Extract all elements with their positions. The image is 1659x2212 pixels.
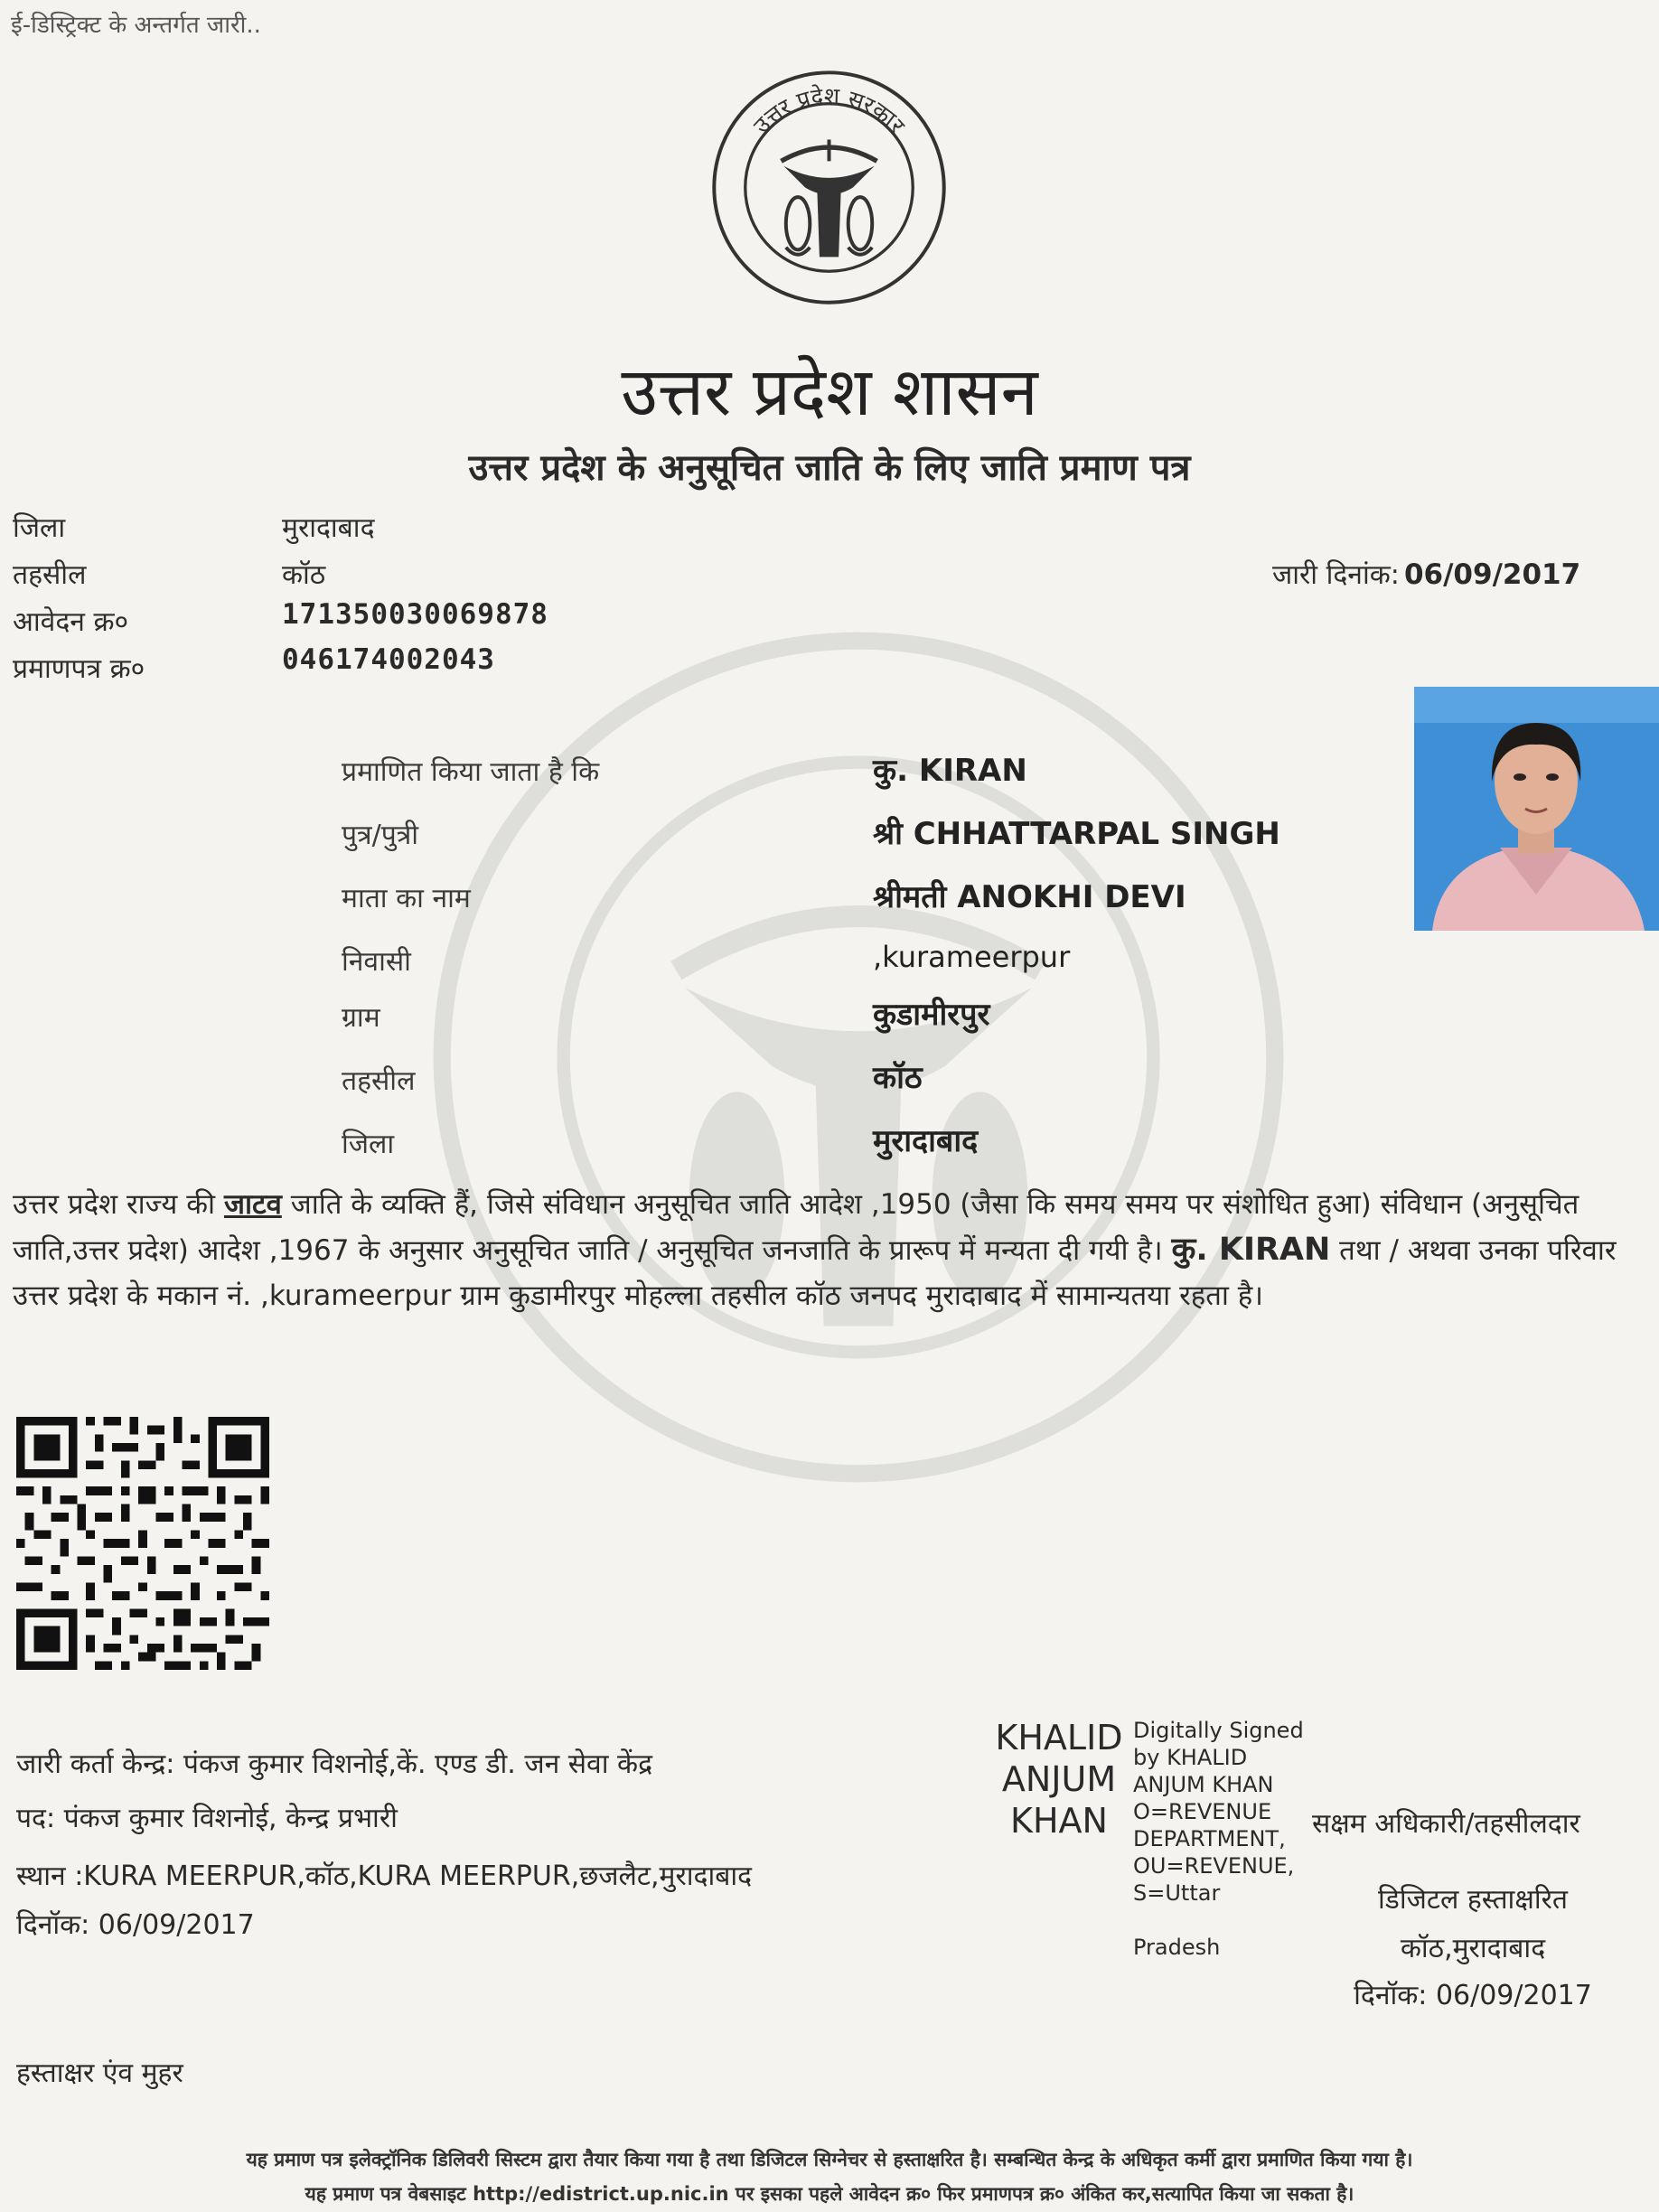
resident-value: ,kurameerpur	[873, 940, 1071, 974]
issue-date-label: जारी दिनांक:	[1272, 559, 1400, 591]
up-govt-emblem-icon	[709, 68, 949, 307]
authority-date: दिनॉक: 06/09/2017	[1354, 1980, 1592, 2011]
issuer-date: दिनॉक: 06/09/2017	[16, 1909, 255, 1941]
footer-line-1: यह प्रमाण पत्र इलेक्ट्रॉनिक डिलिवरी सिस्टम द्वारा तैयार किया गया है तथा डिजिटल सिग्नेचर से हस्ताक्षरित है। सम्बन्धित केन्द्र के अधिकृत कर्मी द्वारा प्रमाणित किया गया है।	[246, 2149, 1413, 2170]
district-value: मुरादाबाद	[282, 512, 375, 544]
issuer-post: पद: पंकज कुमार विशनोई, केन्द्र प्रभारी	[16, 1803, 398, 1834]
father-name: श्री CHHATTARPAL SINGH	[873, 816, 1280, 852]
issuer-place: स्थान :KURA MEERPUR,कॉठ,KURA MEERPUR,छजलैट,मुरादाबाद	[16, 1861, 753, 1892]
qr-code-icon	[16, 1417, 269, 1670]
authority-title: सक्षम अधिकारी/तहसीलदार	[1312, 1808, 1580, 1840]
district-field-value: मुरादाबाद	[873, 1123, 979, 1159]
mother-name: श्रीमती ANOKHI DEVI	[873, 879, 1186, 915]
village-value: कुडामीरपुर	[873, 997, 990, 1033]
cert-field-label: प्रमाणित किया जाता है कि	[342, 756, 600, 788]
tehsil-label: तहसील	[13, 559, 87, 591]
applicant-photo	[1414, 687, 1659, 931]
digital-signature-details: Digitally Signed by KHALID ANJUM KHAN O=REVENUE DEPARTMENT, OU=REVENUE, S=Uttar Pradesh	[1133, 1718, 1304, 1960]
signature-seal-label: हस्ताक्षर एंव मुहर	[16, 2057, 183, 2089]
cert-field-label: निवासी	[342, 946, 411, 978]
cert-field-label: पुत्र/पुत्री	[342, 820, 419, 851]
tehsil-field-value: कॉठ	[873, 1060, 923, 1096]
footer-line-2: यह प्रमाण पत्र वेबसाइट http://edistrict.up.nic.in पर इसका पहले आवेदन क्र० फिर प्रमाणपत्र क्र० अंकित कर,सत्यापित किया जा सकता है।	[305, 2183, 1354, 2205]
applicant-name: कु. KIRAN	[873, 753, 1027, 789]
cert-field-label: ग्राम	[342, 1002, 380, 1034]
application-no-value: 171350030069878	[282, 598, 548, 631]
issuing-centre: जारी कर्ता केन्द्र: पंकज कुमार विशनोई,कें. एण्ड डी. जन सेवा केंद्र	[16, 1748, 653, 1780]
authority-place: कॉठ,मुरादाबाद	[1400, 1933, 1546, 1964]
tehsil-value: कॉठ	[282, 559, 326, 591]
certificate-no-value: 046174002043	[282, 643, 495, 676]
issue-date-value: 06/09/2017	[1403, 558, 1581, 591]
svg-text:उत्तर प्रदेश सरकार: उत्तर प्रदेश सरकार	[748, 82, 911, 139]
district-label: जिला	[13, 512, 66, 544]
issue-date	[1272, 555, 1580, 592]
statement-name: कु. KIRAN	[1171, 1232, 1331, 1268]
cert-field-label: माता का नाम	[342, 883, 471, 914]
cert-field-label: जिला	[342, 1129, 395, 1160]
cert-field-label: तहसील	[342, 1065, 416, 1097]
authority-digital: डिजिटल हस्ताक्षरित	[1378, 1884, 1568, 1916]
application-no-label: आवेदन क्र०	[13, 606, 129, 638]
page-title: उत्तर प्रदेश शासन	[621, 353, 1038, 431]
certificate-no-label: प्रमाणपत्र क्र०	[13, 653, 145, 685]
caste-name: जाटव	[223, 1188, 282, 1221]
signer-name: KHALID ANJUM KHAN	[995, 1718, 1123, 1841]
top-note: ई-डिस्ट्रिक्ट के अन्तर्गत जारी..	[11, 12, 261, 39]
certificate-statement: उत्तर प्रदेश राज्य की जाटव जाति के व्यक्ति हैं, जिसे संविधान अनुसूचित जाति आदेश ,1950 (जैसा कि समय समय पर संशोधित हुआ) संविधान (अनुसूचित जाति,उत्तर प्रदेश) आदेश ,1967 के अनुसार अनुसूचित जाति / अनुसूचित जनजाति के प्रारूप में मन्यता दी गयी है। कु. KIRAN तथा / अथवा उनका परिवार उत्तर प्रदेश के मकान नं. ,kurameerpur ग्राम कुडामीरपुर मोहल्ला तहसील कॉठ जनपद मुरादाबाद में सामान्यतया रहता है।	[13, 1188, 1617, 1312]
page-subtitle: उत्तर प्रदेश के अनुसूचित जाति के लिए जाति प्रमाण पत्र	[468, 447, 1191, 489]
